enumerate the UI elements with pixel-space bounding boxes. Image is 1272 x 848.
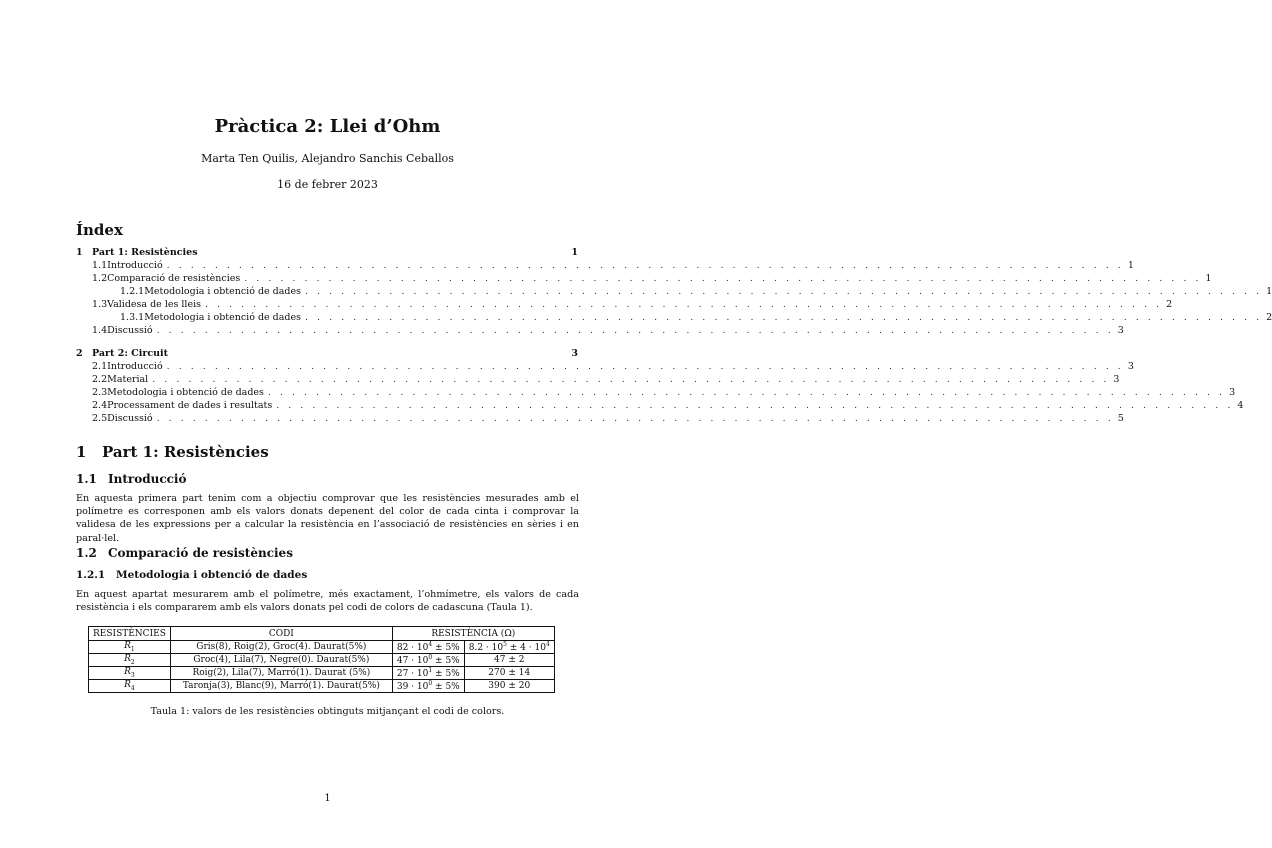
measured-value: 47 ± 2 [494,655,525,665]
nominal-coefficient: 39 · 10 [396,682,429,692]
toc-entry[interactable] [76,299,1173,311]
toc-leader-dots: . . . . . . . . . . . . . . . . . . . . . . . . . . . . . . . . . . . . . . . . . . . . . . . . . . . . . . . . . . . . . . . . . . . . . . . . . . . . . . . . [276,400,1234,411]
toc-entry[interactable] [76,312,1272,324]
measured-value: 8.2 · 10 [468,643,504,653]
authors: Marta Ten Quilis, Alejandro Sanchis Ceballos [201,152,454,165]
toc-entry-page: 1 [571,247,578,258]
page-number: 1 [324,793,331,804]
resistances-table [88,626,555,693]
toc-leader-dots: . . . . . . . . . . . . . . . . . . . . . . . . . . . . . . . . . . . . . . . . . . . . . . . . . . . . . . . . . . . . . . . . . . . . . . . . . . . . . . . . [244,273,1202,284]
toc-entry-number: 2.3 [92,387,108,398]
toc-entry-number: 2.2 [92,374,108,385]
nominal-coefficient: 82 · 10 [396,643,429,653]
toc-entry[interactable] [76,286,1272,298]
toc-entry-title: Discussió [107,413,153,424]
resistor-label [89,680,171,693]
subsubsection-heading [76,569,307,581]
toc-entry[interactable] [76,247,578,259]
toc-entry-page: 3 [1113,374,1120,385]
resistor-label [89,654,171,667]
nominal-value-cell [392,680,464,693]
section-title: Part 1: Resistències [102,443,269,461]
toc-entry-title: Validesa de les lleis [107,299,201,310]
nominal-tolerance: ± 5% [432,656,460,666]
date: 16 de febrer 2023 [277,178,378,191]
table-row [89,654,555,667]
subsubsection-number: 1.2.1 [76,569,106,581]
toc-entry[interactable] [76,325,1124,337]
nominal-tolerance: ± 5% [432,682,460,692]
toc-leader-dots: . . . . . . . . . . . . . . . . . . . . . . . . . . . . . . . . . . . . . . . . . . . . . . . . . . . . . . . . . . . . . . . . . . . . . . . . . . . . . . . . [152,374,1110,385]
subsection-heading [76,472,187,486]
nominal-exponent: 0 [428,654,433,661]
resistor-index: 1 [130,645,135,653]
toc-entry-title: Material [107,374,149,385]
toc-leader-dots: . . . . . . . . . . . . . . . . . . . . . . . . . . . . . . . . . . . . . . . . . . . . . . . . . . . . . . . . . . . . . . . . . . . . . . . . . . . . . . . . [166,361,1124,372]
measured-value-cell [464,667,554,680]
toc-entry-page: 3 [571,348,578,359]
color-code-cell: Taronja(3), Blanc(9), Marró(1). Daurat(5%) [170,680,392,693]
table-header: CODI [170,627,392,641]
index-heading: Índex [76,221,123,239]
toc-entry-page: 3 [1117,325,1124,336]
nominal-value-cell [392,654,464,667]
toc-entry-number: 1.3 [92,299,108,310]
toc-entry-title: Metodologia i obtenció de dades [144,312,301,323]
measured-exponent: 5 [503,641,507,648]
toc-entry-number: 2 [76,348,83,359]
toc-entry-page: 2 [1266,312,1272,323]
toc-entry[interactable] [76,387,1236,399]
toc-entry[interactable] [76,361,1134,373]
toc-leader-dots: . . . . . . . . . . . . . . . . . . . . . . . . . . . . . . . . . . . . . . . . . . . . . . . . . . . . . . . . . . . . . . . . . . . . . . . . . . . . . . . . [156,413,1114,424]
nominal-exponent: 0 [428,680,433,687]
subsection-number: 1.2 [76,546,97,560]
nominal-coefficient: 47 · 10 [396,656,429,666]
toc-entry-title: Metodologia i obtenció de dades [107,387,264,398]
toc-leader-dots: . . . . . . . . . . . . . . . . . . . . . . . . . . . . . . . . . . . . . . . . . . . . . . . . . . . . . . . . . . . . . . . . . . . . . . . . . . . . . . . . [267,387,1226,398]
nominal-coefficient: 27 · 10 [396,669,429,679]
toc-entry-number: 2.5 [92,413,108,424]
toc-entry-number: 2.1 [92,361,108,372]
nominal-value-cell [392,667,464,680]
toc-entry-page: 1 [1205,273,1212,284]
toc-leader-dots: . . . . . . . . . . . . . . . . . . . . . . . . . . . . . . . . . . . . . . . . . . . . . . . . . . . . . . . . . . . . . . . . . . . . . . . . . . . . . . . . [156,325,1114,336]
toc-entry-page: 5 [1117,413,1124,424]
measured-value-cell [464,654,554,667]
color-code-cell: Roig(2), Lila(7), Marró(1). Daurat (5%) [170,667,392,680]
resistor-symbol: R [124,654,131,665]
subsubsection-title: Metodologia i obtenció de dades [116,569,308,581]
toc-entry-title: Processament de dades i resultats [107,400,273,411]
measured-value: 390 ± 20 [488,681,531,691]
toc-leader-dots: . . . . . . . . . . . . . . . . . . . . . . . . . . . . . . . . . . . . . . . . . . . . . . . . . . . . . . . . . . . . . . . . . . . . . . . . . . . . . . . . [166,260,1124,271]
subsection-heading [76,546,293,560]
toc-leader-dots: . . . . . . . . . . . . . . . . . . . . . . . . . . . . . . . . . . . . . . . . . . . . . . . . . . . . . . . . . . . . . . . . . . . . . . . . . . . . . . . . [305,312,1263,323]
measured-value-cell [464,680,554,693]
table-header-row [89,627,555,641]
toc-entry[interactable] [76,413,1124,425]
nominal-exponent: 4 [428,641,433,648]
resistor-label [89,667,171,680]
toc-entry[interactable] [76,400,1244,412]
toc-entry-title: Comparació de resistències [107,273,241,284]
table-row [89,680,555,693]
toc-entry[interactable] [76,348,578,360]
resistor-label [89,641,171,654]
toc-leader-dots: . . . . . . . . . . . . . . . . . . . . . . . . . . . . . . . . . . . . . . . . . . . . . . . . . . . . . . . . . . . . . . . . . . . . . . . . . . . . . . . . [205,299,1163,310]
section-number: 1 [76,443,87,461]
toc-entry[interactable] [76,260,1134,272]
toc-entry-number: 1.2 [92,273,108,284]
table-row [89,641,555,654]
subsection-title: Introducció [108,472,187,486]
nominal-tolerance: ± 5% [432,643,460,653]
toc-entry-page: 3 [1229,387,1236,398]
toc-entry-page: 1 [1266,286,1272,297]
toc-entry-page: 1 [1127,260,1134,271]
section-heading [76,443,269,461]
measured-error: ± 4 · 10 [506,643,546,653]
toc-entry[interactable] [76,374,1120,386]
toc-entry-number: 2.4 [92,400,108,411]
resistor-index: 2 [130,658,135,666]
resistor-index: 3 [130,671,135,679]
nominal-tolerance: ± 5% [432,669,460,679]
toc-entry-title: Metodologia i obtenció de dades [144,286,301,297]
toc-entry-title: Introducció [107,361,163,372]
table-row [89,667,555,680]
resistor-symbol: R [124,641,131,652]
color-code-cell: Groc(4), Lila(7), Negre(0). Daurat(5%) [170,654,392,667]
table-caption: Taula 1: valors de les resistències obtinguts mitjançant el codi de colors. [150,706,505,717]
nominal-value-cell [392,641,464,654]
subsection-title: Comparació de resistències [108,546,293,560]
table-header: RESISTÈNCIA (Ω) [392,627,554,641]
toc-entry-number: 1.4 [92,325,108,336]
toc-entry-number: 1 [76,247,83,258]
toc-entry-page: 2 [1166,299,1173,310]
subsection-number: 1.1 [76,472,97,486]
toc-leader-dots: . . . . . . . . . . . . . . . . . . . . . . . . . . . . . . . . . . . . . . . . . . . . . . . . . . . . . . . . . . . . . . . . . . . . . . . . . . . . . . . . [305,286,1263,297]
toc-entry-number: 1.2.1 [120,286,145,297]
table-header: RESISTÈNCIES [89,627,171,641]
intro-paragraph: En aquesta primera part tenim com a objectiu comprovar que les resistències mesurades amb el polímetre es corresponen amb els valors donats depenent del color de cada cinta i comprovar la validesa de les expressions per a calcular la resistència en l’associació de resistències en sèries i en paral·lel. [76,493,579,544]
toc-entry-title: Part 2: Circuit [92,348,169,359]
toc-entry-title: Discussió [107,325,153,336]
method-paragraph: En aquest apartat mesurarem amb el polímetre, més exactament, l’ohmímetre, els valors de cada resistència i els compararem amb els valors donats pel codi de colors de cadascuna (Taula 1). [76,589,579,614]
document-title: Pràctica 2: Llei d’Ohm [214,116,441,137]
toc-entry-number: 1.3.1 [120,312,145,323]
toc-entry-page: 3 [1127,361,1134,372]
color-code-cell: Gris(8), Roig(2), Groc(4). Daurat(5%) [170,641,392,654]
toc-entry-number: 1.1 [92,260,108,271]
measured-value: 270 ± 14 [488,668,531,678]
nominal-exponent: 1 [428,667,433,674]
measured-value-cell [464,641,554,654]
toc-entry-title: Part 1: Resistències [92,247,198,258]
measured-error-exponent: 4 [545,641,550,648]
resistor-symbol: R [124,680,131,691]
resistor-index: 4 [130,684,135,692]
toc-entry[interactable] [76,273,1212,285]
toc-entry-page: 4 [1237,400,1244,411]
toc-entry-title: Introducció [107,260,163,271]
resistor-symbol: R [124,667,131,678]
